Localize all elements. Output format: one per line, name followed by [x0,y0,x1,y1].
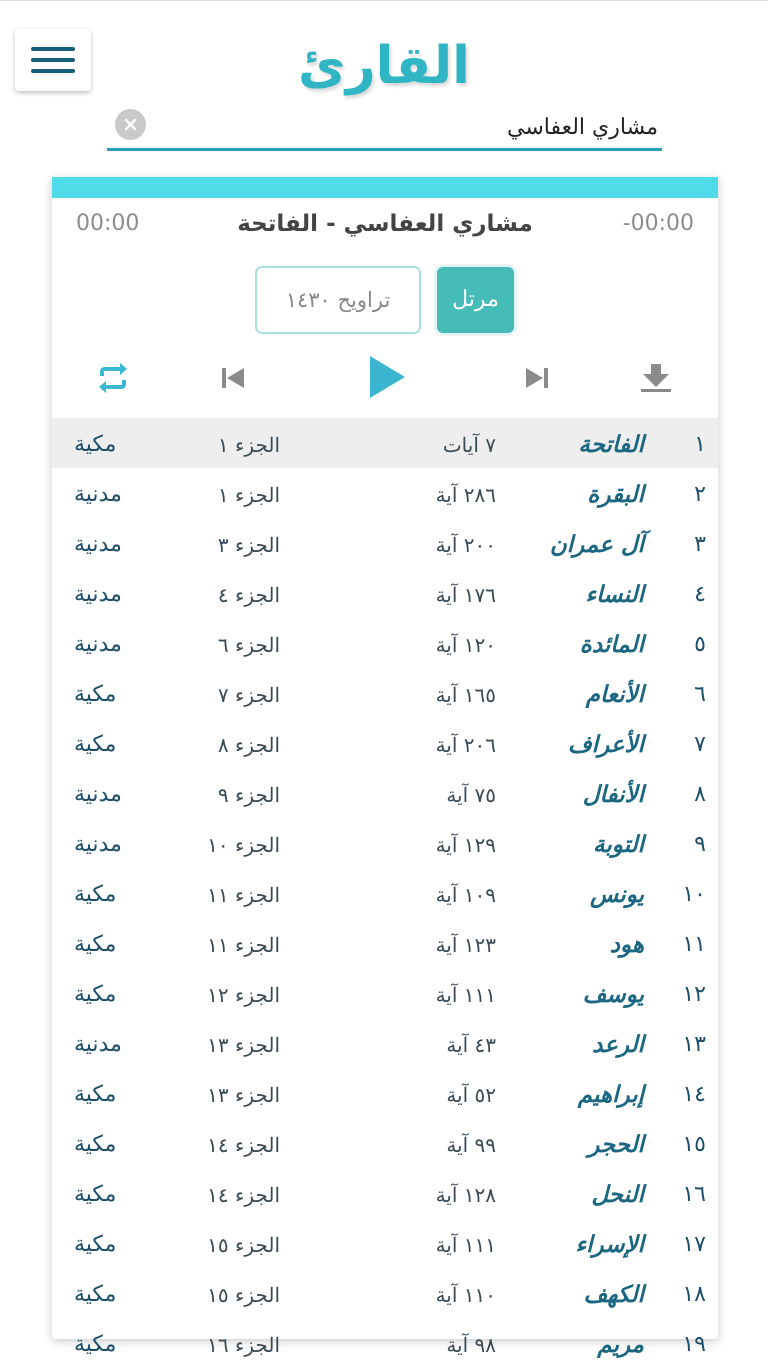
play-button[interactable] [366,349,408,405]
play-icon [368,355,406,399]
sura-row[interactable] [52,918,718,968]
sura-revelation-type: مكية [74,882,117,907]
sura-verse-count: ١٢٨ آية [435,1183,496,1207]
sura-revelation-type: مكية [74,1332,117,1357]
sura-number: ١٧ [682,1232,706,1257]
sura-row[interactable] [52,468,718,518]
clear-search-icon[interactable]: × [115,109,146,140]
sura-name: البقرة [587,481,644,508]
sura-juz: الجزء ١٢ [207,983,280,1007]
sura-row[interactable] [52,418,718,468]
sura-revelation-type: مكية [74,1282,117,1307]
sura-juz: الجزء ١ [217,433,280,457]
sura-verse-count: ١٢٣ آية [435,933,496,957]
sura-name: آل عمران [549,531,644,558]
remaining-time: -00:00 [622,211,694,236]
player-card [52,177,718,1358]
sura-number: ١٤ [682,1082,706,1107]
sura-revelation-type: مكية [74,932,117,957]
sura-number: ١٦ [682,1182,706,1207]
sura-row[interactable] [52,568,718,618]
sura-row[interactable] [52,1018,718,1068]
skip-next-icon [524,367,550,389]
sura-number: ١ [694,432,706,457]
sura-revelation-type: مكية [74,732,117,757]
reciter-search [107,103,662,151]
sura-name: الحجر [588,1131,644,1158]
sura-list [52,418,718,1368]
tarawih-mode-button[interactable]: تراويح ١٤٣٠ [255,266,421,334]
sura-name: مريم [597,1331,644,1358]
sura-row[interactable] [52,1168,718,1218]
sura-juz: الجزء ٤ [217,583,280,607]
sura-name: الإسراء [575,1231,644,1258]
sura-row[interactable] [52,818,718,868]
sura-revelation-type: مدنية [74,832,122,857]
sura-number: ١٥ [682,1132,706,1157]
sura-name: إبراهيم [577,1081,644,1108]
sura-number: ٨ [694,782,706,807]
sura-juz: الجزء ١٥ [207,1233,280,1257]
sura-revelation-type: مكية [74,1232,117,1257]
sura-name: هود [609,931,644,958]
sura-name: المائدة [579,631,644,658]
previous-button[interactable] [218,355,248,401]
murattal-mode-button[interactable]: مرتل [437,267,514,333]
sura-row[interactable] [52,1068,718,1118]
sura-juz: الجزء ١٦ [207,1333,280,1357]
sura-juz: الجزء ٦ [217,633,280,657]
sura-row[interactable] [52,1118,718,1168]
sura-number: ٢ [694,482,706,507]
sura-row[interactable] [52,1268,718,1318]
sura-revelation-type: مدنية [74,532,122,557]
sura-row[interactable] [52,768,718,818]
sura-name: النحل [591,1181,644,1208]
sura-verse-count: ١١٠ آية [435,1283,496,1307]
elapsed-time: 00:00 [76,211,140,236]
sura-revelation-type: مكية [74,1132,117,1157]
sura-verse-count: ٥٢ آية [446,1083,496,1107]
sura-row[interactable] [52,518,718,568]
sura-row[interactable] [52,1318,718,1368]
sura-verse-count: ٩٨ آية [446,1333,496,1357]
sura-row[interactable] [52,868,718,918]
repeat-icon [96,362,130,394]
sura-number: ١٢ [682,982,706,1007]
sura-juz: الجزء ١١ [207,933,280,957]
repeat-button[interactable] [92,355,134,401]
sura-name: يوسف [582,981,644,1008]
sura-verse-count: ٢٨٦ آية [435,483,496,507]
sura-juz: الجزء ٣ [217,533,280,557]
sura-juz: الجزء ١٥ [207,1283,280,1307]
sura-juz: الجزء ١٣ [207,1083,280,1107]
sura-verse-count: ٢٠٠ آية [435,533,496,557]
playback-progress-bar[interactable] [52,177,718,198]
app-title: القارئ [298,36,470,96]
sura-revelation-type: مكية [74,982,117,1007]
sura-name: الأعراف [567,731,644,758]
sura-revelation-type: مدنية [74,1032,122,1057]
sura-name: الأنفال [582,781,644,808]
sura-juz: الجزء ١٠ [207,833,280,857]
sura-revelation-type: مدنية [74,782,122,807]
sura-number: ٣ [694,532,706,557]
sura-juz: الجزء ١٣ [207,1033,280,1057]
sura-juz: الجزء ١ [217,483,280,507]
sura-juz: الجزء ٧ [217,683,280,707]
sura-juz: الجزء ١٤ [207,1183,280,1207]
sura-juz: الجزء ١٤ [207,1133,280,1157]
sura-revelation-type: مكية [74,1082,117,1107]
sura-verse-count: ١١١ آية [435,983,496,1007]
next-button[interactable] [522,355,552,401]
sura-name: الفاتحة [578,431,644,458]
sura-verse-count: ١٦٥ آية [435,683,496,707]
sura-revelation-type: مدنية [74,632,122,657]
sura-verse-count: ١٠٩ آية [435,883,496,907]
now-playing-title: مشاري العفاسي - الفاتحة [237,211,533,237]
sura-verse-count: ٧ آيات [442,433,496,457]
sura-name: يونس [589,881,644,908]
sura-revelation-type: مكية [74,1182,117,1207]
sura-number: ١١ [682,932,706,957]
sura-number: ٤ [694,582,706,607]
sura-row[interactable] [52,968,718,1018]
sura-revelation-type: مكية [74,432,117,457]
download-icon [639,363,673,393]
skip-previous-icon [220,367,246,389]
sura-row[interactable] [52,668,718,718]
sura-number: ٦ [694,682,706,707]
reciter-search-input[interactable] [151,107,658,147]
sura-name: الكهف [583,1281,644,1308]
sura-verse-count: ٢٠٦ آية [435,733,496,757]
sura-verse-count: ١٧٦ آية [435,583,496,607]
sura-verse-count: ١٢٠ آية [435,633,496,657]
sura-revelation-type: مدنية [74,482,122,507]
sura-row[interactable] [52,1218,718,1268]
sura-row[interactable] [52,718,718,768]
sura-juz: الجزء ٨ [217,733,280,757]
sura-number: ١٣ [682,1032,706,1057]
sura-number: ١٨ [682,1282,706,1307]
sura-number: ١٠ [682,882,706,907]
sura-name: النساء [585,581,644,608]
sura-row[interactable] [52,618,718,668]
sura-revelation-type: مدنية [74,582,122,607]
sura-verse-count: ١٢٩ آية [435,833,496,857]
sura-number: ٩ [694,832,706,857]
sura-juz: الجزء ١١ [207,883,280,907]
sura-name: الأنعام [585,681,644,708]
sura-verse-count: ١١١ آية [435,1233,496,1257]
sura-verse-count: ٧٥ آية [446,783,496,807]
sura-name: التوبة [593,831,644,858]
sura-number: ١٩ [682,1332,706,1357]
sura-juz: الجزء ٩ [217,783,280,807]
sura-number: ٧ [694,732,706,757]
sura-number: ٥ [694,632,706,657]
sura-revelation-type: مكية [74,682,117,707]
download-button[interactable] [638,355,674,401]
sura-verse-count: ٤٣ آية [446,1033,496,1057]
sura-name: الرعد [592,1031,644,1058]
sura-verse-count: ٩٩ آية [446,1133,496,1157]
